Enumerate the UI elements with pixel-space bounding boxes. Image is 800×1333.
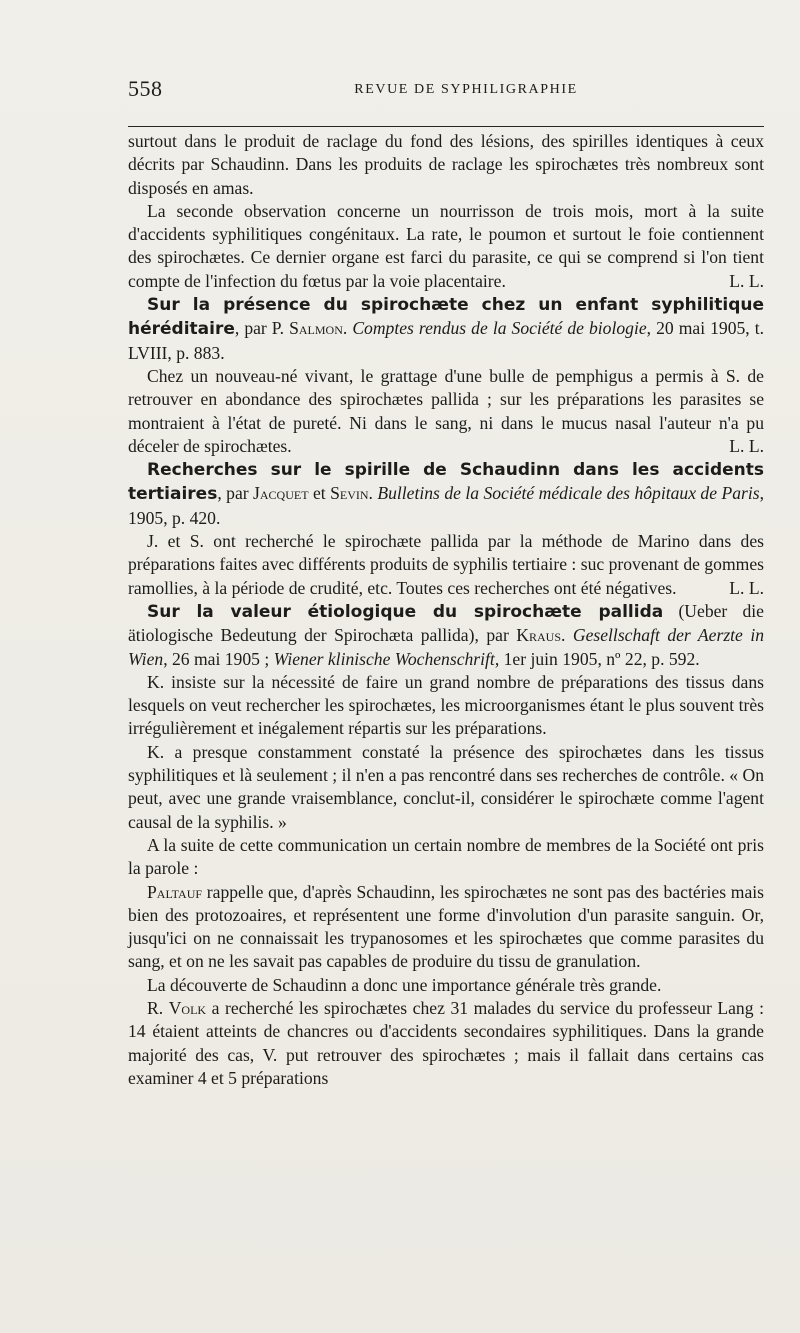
paragraph: A la suite de cette communication un certain nombre de membres de la Société ont pris la parole : bbox=[128, 834, 764, 879]
citation-text: , 26 mai 1905 ; bbox=[163, 648, 274, 669]
article-citation bbox=[128, 293, 764, 365]
paragraph-text: Chez un nouveau-né vivant, le grattage d'une bulle de pemphigus a permis à S. de retrouver en abondance des spirochætes pallida ; sur les préparations les parasites se montraient à l'état de pureté. Ni dans le sang, ni dans le mucus nasal l'auteur n'a pu déceler de spirochætes. bbox=[128, 365, 764, 456]
citation-text: (Ueber die ätiologische Bedeutung der Spirochæta pallida), par bbox=[128, 600, 764, 646]
paragraph: K. insiste sur la nécessité de faire un grand nombre de préparations des tissus dans lesquels on veut rechercher les spirochætes, les microorganismes étant le plus souvent très irrégulièrement et inégalement répartis sur les préparations. bbox=[128, 671, 764, 739]
article-citation bbox=[128, 600, 764, 671]
journal-title: Comptes rendus de la Société de biologie bbox=[352, 318, 647, 339]
paragraph bbox=[128, 200, 764, 293]
citation-text: , 20 mai 1905, t. LVIII, p. 883. bbox=[128, 318, 765, 363]
paragraph bbox=[128, 530, 764, 600]
citation-text: , par bbox=[217, 483, 254, 504]
citation-text: , 1er juin 1905, nº 22, p. 592. bbox=[494, 648, 700, 669]
page-number: 558 bbox=[128, 76, 163, 101]
citation-text: , 1905, p. 420. bbox=[128, 483, 764, 528]
citation-text: . bbox=[368, 483, 378, 504]
article-title: Sur la présence du spirochæte chez un enfant syphilitique héréditaire bbox=[128, 295, 764, 340]
page-header bbox=[128, 76, 764, 102]
article-citation bbox=[128, 458, 764, 530]
author-name: Kraus bbox=[516, 625, 561, 646]
paragraph bbox=[128, 881, 764, 974]
citation-text: et bbox=[308, 483, 331, 504]
paragraph-text: a recherché les spirochætes chez 31 malades du service du professeur Lang : 14 étaient atteints de chancres ou d'accidents secondaires syphilitiques. Dans la grande majorité des cas, V. put retrouver des spirochætes ; mais il fallait dans certains cas examiner 4 et 5 préparations bbox=[128, 997, 764, 1088]
article-title: Sur la valeur étiologique du spirochæte pallida bbox=[147, 601, 664, 622]
person-name: Volk bbox=[168, 997, 207, 1018]
article-title: Recherches sur le spirille de Schaudinn dans les accidents tertiaires bbox=[128, 460, 764, 505]
journal-title: Bulletins de la Société médicale des hôpitaux de Paris bbox=[377, 483, 760, 504]
paragraph-text: La seconde observation concerne un nourrisson de trois mois, mort à la suite d'accidents syphilitiques congénitaux. La rate, le poumon et surtout le foie contiennent des spirochætes. Ce dernier organe est farci du parasite, ce qui se comprend si l'on tient compte de l'infection du fœtus par la voie placentaire. bbox=[128, 200, 764, 291]
paragraph bbox=[128, 997, 764, 1090]
paragraph bbox=[128, 365, 764, 458]
paragraph: surtout dans le produit de raclage du fond des lésions, des spirilles identiques à ceux décrits par Schaudinn. Dans les produits de raclage les spirochætes très nombreux sont disposés en amas. bbox=[128, 131, 764, 198]
signature: L. L. bbox=[729, 577, 764, 598]
author-name: Sevin bbox=[330, 483, 369, 504]
signature: L. L. bbox=[729, 270, 764, 291]
person-name: Paltauf bbox=[147, 881, 203, 902]
paragraph-text: J. et S. ont recherché le spirochæte pallida par la méthode de Marino dans des préparations faites avec différents produits de syphilis tertiaire : suc provenant de gommes ramollies, à la période de crudité, etc. Toutes ces recherches ont été négatives. bbox=[128, 531, 764, 598]
paragraph: K. a presque constamment constaté la présence des spirochætes dans les tissus syphilitiques et là seulement ; il n'en a pas rencontré dans ses recherches de contrôle. « On peut, avec une grande vraisemblance, conclut-il, considérer le spirochæte comme l'agent causal de la syphilis. » bbox=[128, 741, 764, 832]
paragraph: La découverte de Schaudinn a donc une importance générale très grande. bbox=[147, 974, 662, 995]
running-title: REVUE DE SYPHILIGRAPHIE bbox=[354, 82, 578, 97]
journal-title: Wiener klinische Wochenschrift bbox=[273, 648, 495, 669]
header-rule bbox=[128, 126, 764, 127]
author-name: Jacquet bbox=[253, 483, 309, 504]
author-name: Salmon bbox=[289, 318, 343, 339]
citation-text: , par P. bbox=[234, 318, 290, 339]
citation-text: . bbox=[342, 318, 353, 339]
citation-text: . bbox=[561, 625, 573, 646]
body-text bbox=[128, 130, 764, 1090]
paragraph-text: rappelle que, d'après Schaudinn, les spirochætes ne sont pas des bactéries mais bien des protozoaires, et représentent une forme d'involution d'un parasite sanguin. Or, jusqu'ici on ne connaissait les trypanosomes et les spirochætes que comme parasites du sang, et on ne les savait pas capables de produire du tissu de granulation. bbox=[128, 881, 764, 972]
paragraph-text: R. bbox=[147, 997, 169, 1018]
journal-title: Gesellschaft der Aerzte in Wien bbox=[128, 625, 765, 669]
signature: L. L. bbox=[729, 435, 764, 456]
